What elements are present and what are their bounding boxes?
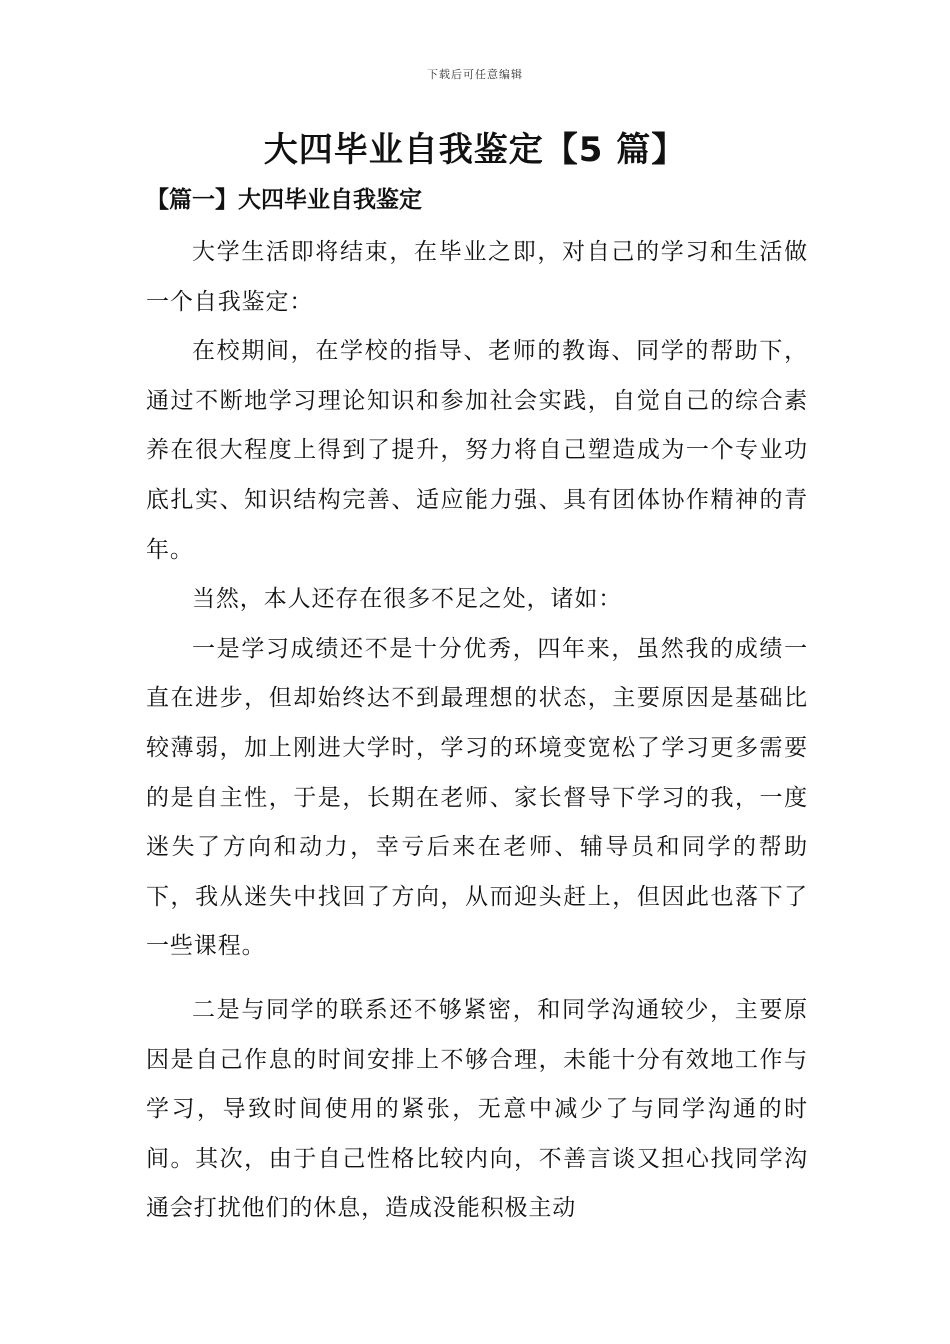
- document-title: 大四毕业自我鉴定【5 篇】: [263, 130, 687, 170]
- paragraph-2: 在校期间，在学校的指导、老师的教诲、同学的帮助下，通过不断地学习理论知识和参加社会实践，自觉自己的综合素养在很大程度上得到了提升，努力将自己塑造成为一个专业功底扎实、知识结构完善、适应能力强、具有团体协作精神的青年。: [146, 338, 808, 563]
- section-heading: 【篇一】大四毕业自我鉴定: [146, 186, 422, 213]
- paragraph-3: 当然，本人还存在很多不足之处，诸如：: [192, 586, 623, 613]
- paragraph-4: 一是学习成绩还不是十分优秀，四年来，虽然我的成绩一直在进步，但却始终达不到最理想的状态，主要原因是基础比较薄弱，加上刚进大学时，学习的环境变宽松了学习更多需要的是自主性，于是，长期在老师、家长督导下学习的我，一度迷失了方向和动力，幸亏后来在老师、辅导员和同学的帮助下，我从迷失中找回了方向，从而迎头赶上，但因此也落下了一些课程。: [146, 635, 808, 960]
- paragraph-1: 大学生活即将结束，在毕业之即，对自己的学习和生活做一个自我鉴定：: [146, 239, 808, 315]
- body-text: [146, 228, 808, 1234]
- paragraph-5: 二是与同学的联系还不够紧密，和同学沟通较少，主要原因是自己作息的时间安排上不够合理，未能十分有效地工作与学习，导致时间使用的紧张，无意中减少了与同学沟通的时间。其次，由于自己性格比较内向，不善言谈又担心找同学沟通会打扰他们的休息，造成没能积极主动: [146, 996, 808, 1222]
- header-note: 下载后可任意编辑: [427, 68, 523, 81]
